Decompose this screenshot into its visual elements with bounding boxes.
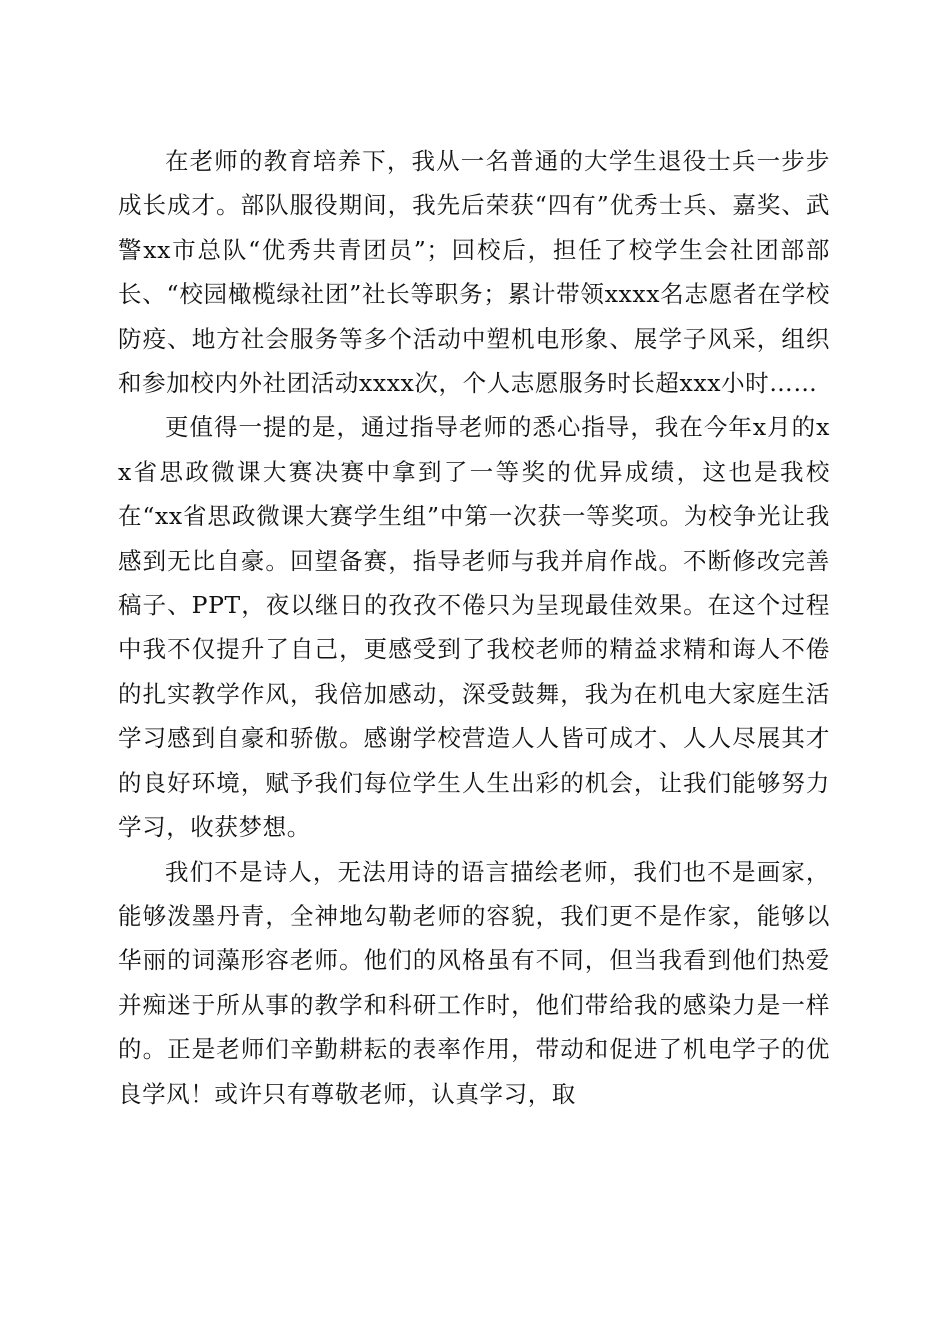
document-body: [118, 139, 830, 1116]
paragraph-2: 更值得一提的是，通过指导老师的悉心指导，我在今年x月的xx省思政微课大赛决赛中拿到了一等奖的优异成绩，这也是我校在“xx省思政微课大赛学生组”中第一次获一等奖项。为校争光让我感到无比自豪。回望备赛，指导老师与我并肩作战。不断修改完善稿子、PPT，夜以继日的孜孜不倦只为呈现最佳效果。在这个过程中我不仅提升了自己，更感受到了我校老师的精益求精和诲人不倦的扎实教学作风，我倍加感动，深受鼓舞，我为在机电大家庭生活学习感到自豪和骄傲。感谢学校营造人人皆可成才、人人尽展其才的良好环境，赋予我们每位学生人生出彩的机会，让我们能够努力学习，收获梦想。: [118, 413, 830, 842]
paragraph-3: 我们不是诗人，无法用诗的语言描绘老师，我们也不是画家，能够泼墨丹青，全神地勾勒老师的容貌，我们更不是作家，能够以华丽的词藻形容老师。他们的风格虽有不同，但当我看到他们热爱并痴迷于所从事的教学和科研工作时，他们带给我的感染力是一样的。正是老师们辛勤耕耘的表率作用，带动和促进了机电学子的优良学风！或许只有尊敬老师，认真学习，取: [118, 857, 830, 1108]
paragraph-1: 在老师的教育培养下，我从一名普通的大学生退役士兵一步步成长成才。部队服役期间，我先后荣获“四有”优秀士兵、嘉奖、武警xx市总队“优秀共青团员”；回校后，担任了校学生会社团部部长、“校园橄榄绿社团”社长等职务；累计带领xxxx名志愿者在学校防疫、地方社会服务等多个活动中塑机电形象、展学子风采，组织和参加校内外社团活动xxxx次，个人志愿服务时长超xxx小时……: [118, 147, 830, 398]
